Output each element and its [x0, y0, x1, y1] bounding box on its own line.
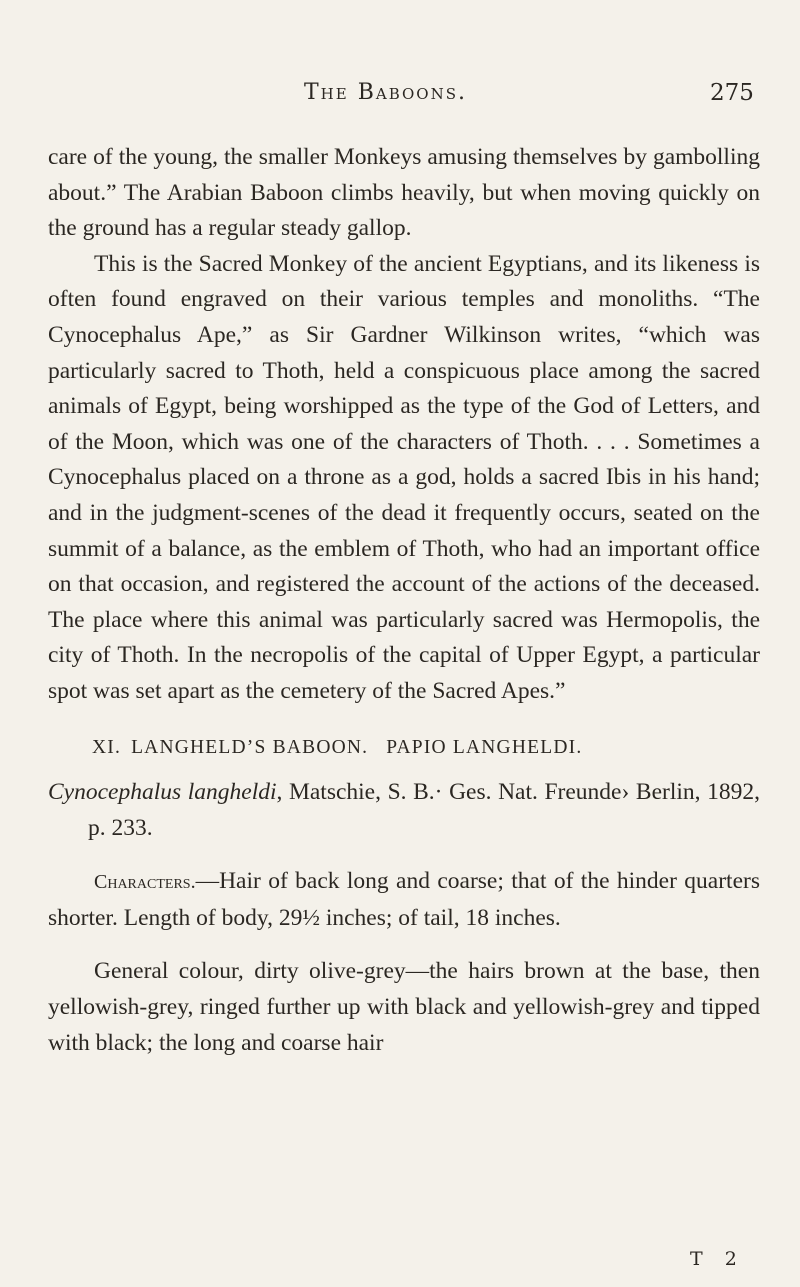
section-latin-name: PAPIO LANGHELDI.: [386, 736, 583, 758]
body-text: [48, 140, 760, 1061]
citation-species: Cynocephalus langheldi: [48, 779, 277, 806]
general-colour-paragraph: General colour, dirty olive-grey—the hairs brown at the base, then yellowish-grey, ringed further up with black and yellowish-grey and tipped with black; the long and coarse hair: [48, 958, 760, 1056]
section-heading: [48, 730, 760, 766]
characters-label: Characters.: [94, 871, 196, 894]
citation-reference: , Matschie, S. B.· Ges. Nat. Freunde› Berlin, 1892, p. 233.: [88, 779, 760, 841]
section-common-name: LANGHELD’S BABOON.: [131, 736, 369, 758]
running-title: The Baboons.: [304, 80, 467, 105]
paragraph-sacred-monkey: This is the Sacred Monkey of the ancient Egyptians, and its likeness is often found engraved on their various temples and monoliths. “The Cynocephalus Ape,” as Sir Gardner Wilkinson writes, “which was particularly sacred to Thoth, held a conspicuous place among the sacred animals of Egypt, being worshipped as the type of the God of Letters, and of the Moon, which was one of the characters of Thoth. . . . Sometimes a Cynocephalus placed on a throne as a god, holds a sacred Ibis in his hand; and in the judgment-scenes of the dead it frequently occurs, seated on the summit of a balance, as the emblem of Thoth, who had an important office on that occasion, and registered the account of the actions of the deceased. The place where this animal was particularly sacred was Hermopolis, the city of Thoth. In the necropolis of the capital of Upper Egypt, a particular spot was set apart as the cemetery of the Sacred Apes.”: [48, 250, 760, 704]
characters-text: —Hair of back long and coarse; that of the hinder quarters shorter. Length of body, 29½ inches; of tail, 18 inches.: [48, 868, 760, 931]
signature-mark: T 2: [690, 1248, 745, 1270]
page-number: 275: [710, 80, 754, 106]
section-number: XI.: [92, 736, 122, 758]
running-head: [0, 76, 800, 116]
paragraph-continuation: care of the young, the smaller Monkeys amusing themselves by gambolling about.” The Arabian Baboon climbs heavily, but when moving quickly on the ground has a regular steady gallop.: [48, 144, 760, 242]
characters-paragraph: [48, 864, 760, 936]
taxonomic-citation: [48, 775, 760, 846]
